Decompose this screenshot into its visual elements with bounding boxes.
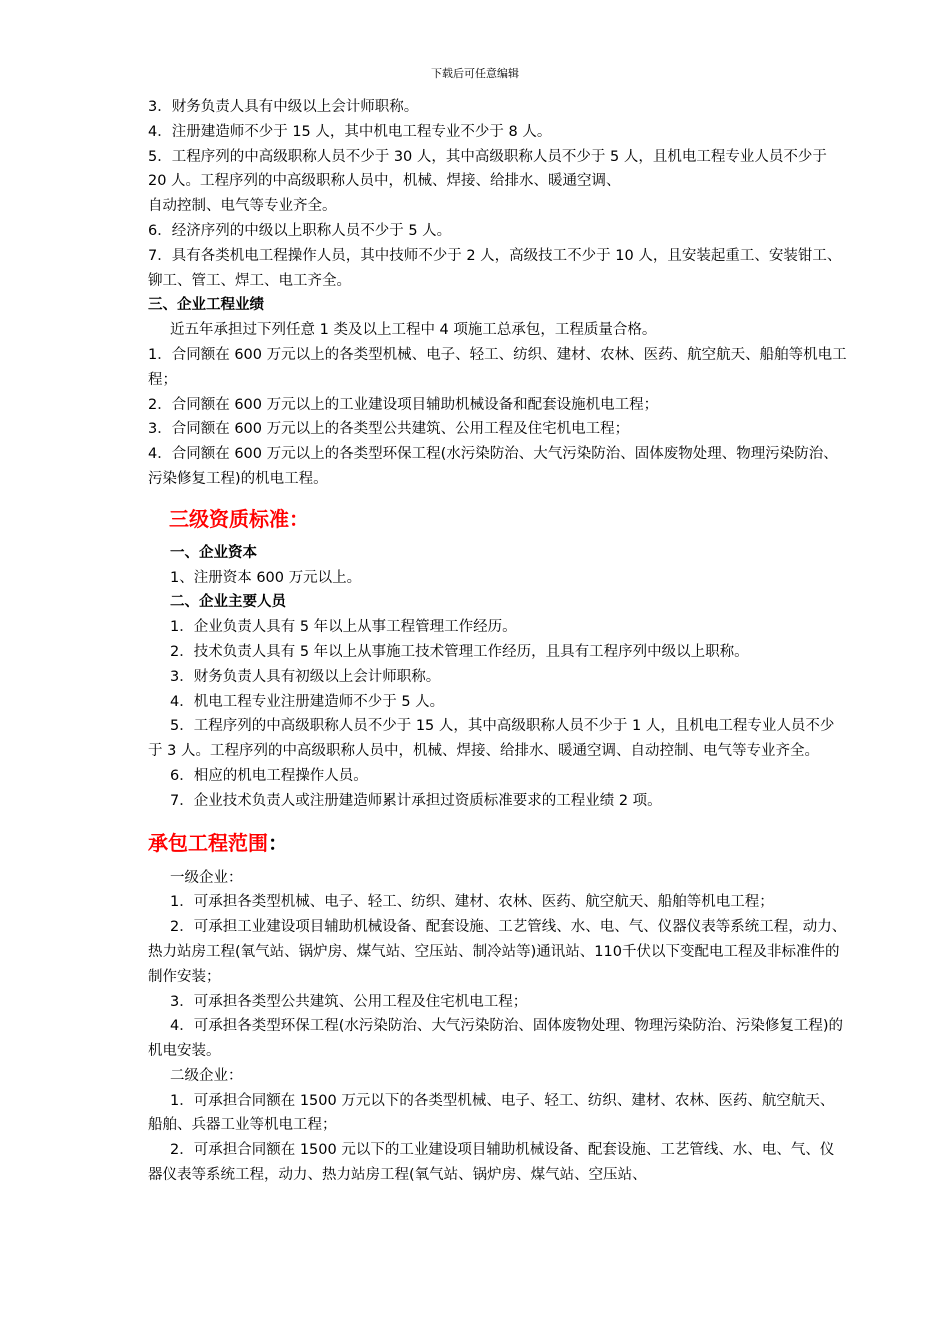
paragraph: 2．可承担合同额在 1500 元以下的工业建设项目辅助机械设备、配套设施、工艺管线、水、电、气、仪器仪表等系统工程，动力、热力站房工程(氧气站、锅炉房、煤气站、空压站、 bbox=[148, 1142, 835, 1184]
paragraph: 6．相应的机电工程操作人员。 bbox=[170, 767, 368, 784]
paragraph: 7．企业技术负责人或注册建造师累计承担过资质标准要求的工程业绩 2 项。 bbox=[170, 792, 662, 809]
paragraph: 1．合同额在 600 万元以上的各类型机械、电子、轻工、纺织、建材、农林、医药、航空航天、船舶等机电工程； bbox=[148, 346, 847, 388]
heading-contract-scope bbox=[148, 829, 848, 857]
paragraph: 2．合同额在 600 万元以上的工业建设项目辅助机械设备和配套设施机电工程； bbox=[148, 396, 659, 413]
paragraph: 3．财务负责人具有初级以上会计师职称。 bbox=[170, 668, 441, 685]
paragraph: 3．合同额在 600 万元以上的各类型公共建筑、公用工程及住宅机电工程； bbox=[148, 421, 630, 438]
section-title: 二、企业主要人员 bbox=[170, 594, 286, 611]
paragraph: 2．技术负责人具有 5 年以上从事施工技术管理工作经历，且具有工程序列中级以上职称。 bbox=[170, 643, 749, 660]
paragraph: 7．具有各类机电工程操作人员，其中技师不少于 2 人，高级技工不少于 10 人，且安装起重工、安装钳工、铆工、管工、焊工、电工齐全。 bbox=[148, 247, 842, 289]
paragraph: 1、注册资本 600 万元以上。 bbox=[170, 569, 362, 586]
paragraph: 4．可承担各类型环保工程(水污染防治、大气污染防治、固体废物处理、物理污染防治、污染修复工程)的机电安装。 bbox=[148, 1018, 844, 1060]
section-title: 二级企业： bbox=[170, 1067, 243, 1084]
paragraph: 自动控制、电气等专业齐全。 bbox=[148, 198, 337, 215]
paragraph: 5．工程序列的中高级职称人员不少于 15 人，其中高级职称人员不少于 1 人，且机电工程专业人员不少于 3 人。工程序列的中高级职称人员中，机械、焊接、给排水、暖通空调、自动控制、电气等专业齐全。 bbox=[148, 718, 835, 760]
paragraph: 5．工程序列的中高级职称人员不少于 30 人，其中高级职称人员不少于 5 人，且机电工程专业人员不少于 20 人。工程序列的中高级职称人员中，机械、焊接、给排水、暖通空调、 bbox=[148, 148, 827, 190]
paragraph: 3．财务负责人具有中级以上会计师职称。 bbox=[148, 99, 419, 115]
paragraph: 4．机电工程专业注册建造师不少于 5 人。 bbox=[170, 693, 445, 710]
heading-level3-standard: 三级资质标准： bbox=[169, 506, 309, 531]
paragraph: 1．可承担合同额在 1500 万元以下的各类型机械、电子、轻工、纺织、建材、农林、医药、航空航天、船舶、兵器工业等机电工程； bbox=[148, 1092, 835, 1134]
heading-text: 承包工程范围 bbox=[148, 830, 268, 855]
section-title: 一级企业： bbox=[170, 869, 243, 886]
document-body bbox=[148, 95, 848, 1188]
paragraph: 6．经济序列的中级以上职称人员不少于 5 人。 bbox=[148, 222, 452, 239]
paragraph: 3．可承担各类型公共建筑、公用工程及住宅机电工程； bbox=[170, 993, 528, 1010]
section-title: 三、企业工程业绩 bbox=[148, 297, 264, 314]
paragraph: 2．可承担工业建设项目辅助机械设备、配套设施、工艺管线、水、电、气、仪器仪表等系统工程，动力、热力站房工程(氧气站、锅炉房、煤气站、空压站、制冷站等)通讯站、110千伏以下变配电工程及非标准件的制作安装； bbox=[148, 919, 847, 985]
paragraph: 近五年承担过下列任意 1 类及以上工程中 4 项施工总承包，工程质量合格。 bbox=[170, 322, 657, 339]
heading-colon: ： bbox=[268, 830, 288, 855]
section-title: 一、企业资本 bbox=[170, 544, 257, 561]
paragraph: 4．合同额在 600 万元以上的各类型环保工程(水污染防治、大气污染防治、固体废物处理、物理污染防治、污染修复工程)的机电工程。 bbox=[148, 446, 838, 487]
page-header: 下载后可任意编辑 bbox=[431, 67, 519, 80]
paragraph: 1．企业负责人具有 5 年以上从事工程管理工作经历。 bbox=[170, 619, 517, 636]
paragraph: 1．可承担各类型机械、电子、轻工、纺织、建材、农林、医药、航空航天、船舶等机电工程； bbox=[170, 894, 774, 911]
paragraph: 4．注册建造师不少于 15 人，其中机电工程专业不少于 8 人。 bbox=[148, 123, 552, 140]
